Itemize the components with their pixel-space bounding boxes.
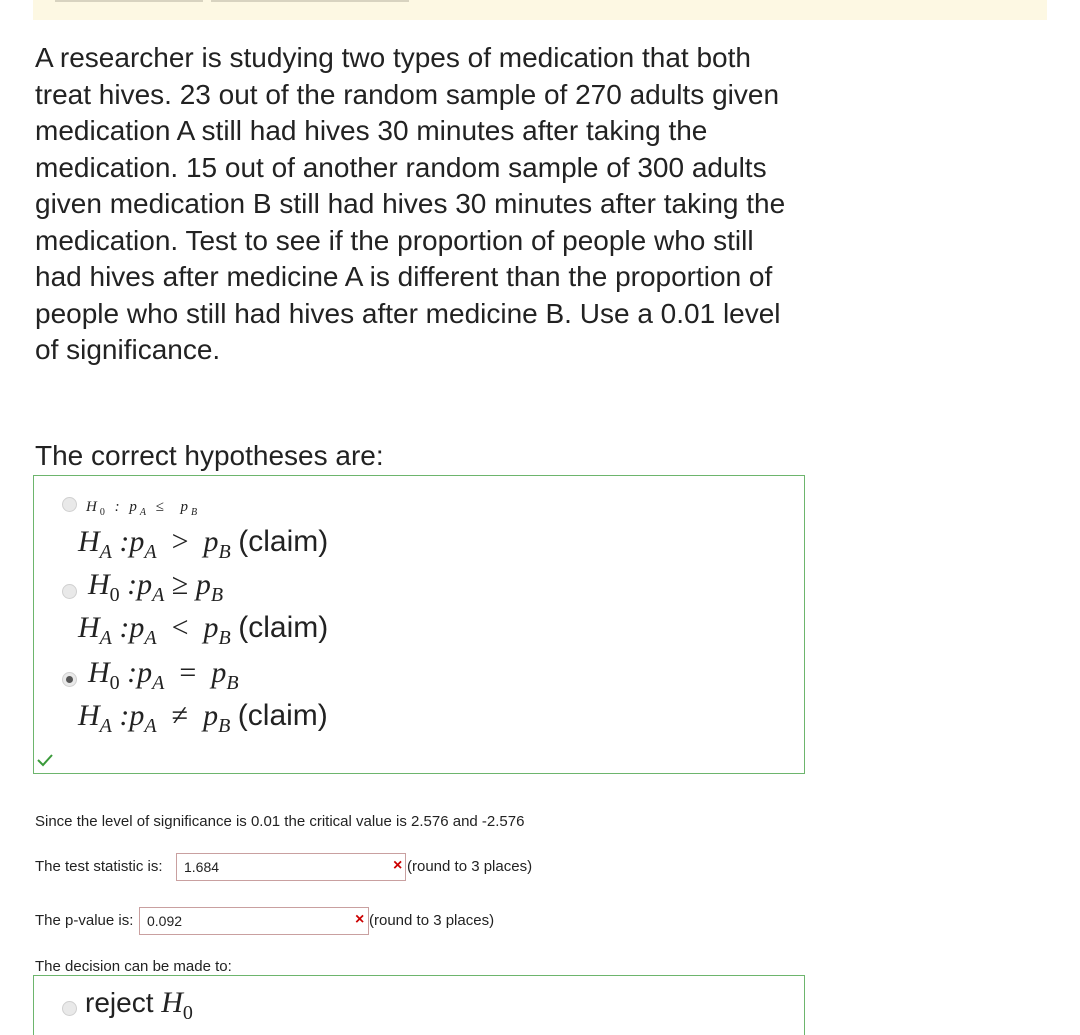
hypotheses-title: The correct hypotheses are: xyxy=(35,440,384,471)
decision-reject-label: reject $H_0$ xyxy=(85,986,193,1024)
radio-option-2[interactable] xyxy=(62,584,77,599)
ha-option-3: $H_A$ $:p_A \ne p_B$ (claim) xyxy=(78,699,328,737)
ha-option-1: $H_A$ $:p_A > p_B$ (claim) xyxy=(78,525,329,563)
decision-label: The decision can be made to: xyxy=(35,958,232,975)
tab-edge xyxy=(211,0,409,2)
incorrect-x-icon: × xyxy=(393,857,403,874)
p-value-label: The p-value is: xyxy=(35,912,134,929)
previous-question-band xyxy=(33,0,1047,20)
incorrect-x-icon: × xyxy=(355,911,365,928)
critical-value-text: Since the level of significance is 0.01 the critical value is 2.576 and -2.576 xyxy=(35,813,525,830)
test-statistic-label: The test statistic is: xyxy=(35,858,163,875)
radio-decision-reject[interactable] xyxy=(62,1001,77,1016)
h0-option-3: $H_0$ $:p_A = p_B$ xyxy=(88,656,239,694)
problem-statement: A researcher is studying two types of medication that both treat hives. 23 out of the random sample of 270 adults given medication A still had hives 30 minutes after taking the medication. 15 out of another random sample of 300 adults given medication B still had hives 30 minutes after taking the medication. Test to see if the proportion of people who still had hives after medicine A is different than the proportion of people who still had hives after medicine B. Use a 0.01 level of significance. xyxy=(35,42,786,365)
radio-option-3[interactable] xyxy=(62,672,77,687)
radio-option-1[interactable] xyxy=(62,497,77,512)
test-statistic-input[interactable]: 1.684 xyxy=(176,853,406,881)
h0-option-1: $H_0$ : $p_A \le p_B$ xyxy=(86,499,201,518)
tab-edge xyxy=(55,0,203,2)
test-statistic-hint: (round to 3 places) xyxy=(407,858,533,875)
correct-check-icon xyxy=(37,753,53,767)
p-value-input[interactable]: 0.092 xyxy=(139,907,369,935)
ha-option-2: $H_A$ $:p_A < p_B$ (claim) xyxy=(78,611,329,649)
h0-option-2: $H_0$ $:p_A \ge p_B$ xyxy=(88,568,224,606)
p-value-hint: (round to 3 places) xyxy=(369,912,495,929)
